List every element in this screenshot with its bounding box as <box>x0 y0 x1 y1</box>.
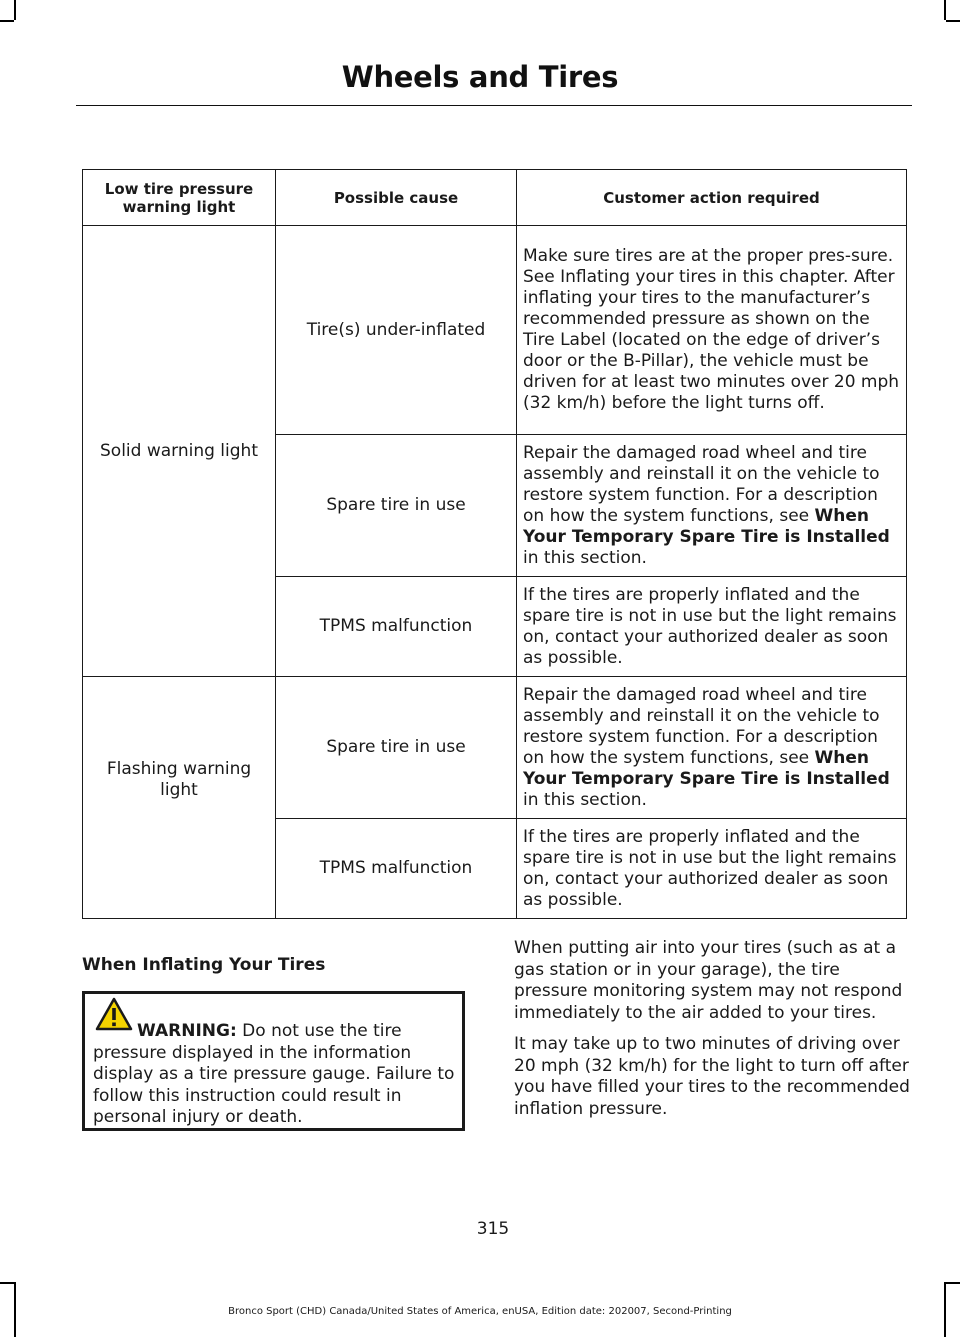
header-possible-cause: Possible cause <box>276 170 517 226</box>
table-row <box>83 677 907 819</box>
action-cell <box>517 677 907 819</box>
action-text: in this section. <box>523 547 647 568</box>
action-cell: If the tires are properly inflated and the spare tire is not in use but the light remains on, contact your authorized dealer as soon as possible. <box>517 577 907 677</box>
crop-mark-bottom-left-h <box>0 1282 14 1284</box>
cause-cell: TPMS malfunction <box>276 577 517 677</box>
paragraph: When putting air into your tires (such as at a gas station or in your garage), the tire pressure monitoring system may not respond immediately to the air added to your tires. <box>514 938 903 1023</box>
cause-cell: Spare tire in use <box>276 435 517 577</box>
page-title: Wheels and Tires <box>341 60 619 94</box>
crop-mark-top-left <box>14 0 16 20</box>
tpms-table <box>82 169 907 919</box>
action-cell: Make sure tires are at the proper pres-sure. See Inflating your tires in this chapter. After inflating your tires to the manufacturer’s recommended pressure as shown on the Tire Label (located on the edge of driver’s door or the B-Pillar), the vehicle must be driven for at least two minutes over 20 mph (32 km/h) before the light turns off. <box>517 226 907 435</box>
warning-body: Do not use the tire pressure displayed in the information display as a tire pressure gauge. Failure to follow this instruction could result in personal injury or death. <box>93 1021 455 1127</box>
action-text: in this section. <box>523 789 647 810</box>
solid-warning-light-cell: Solid warning light <box>83 226 276 677</box>
action-cell <box>517 435 907 577</box>
page-number: 315 <box>476 1219 510 1239</box>
right-column <box>514 938 910 1130</box>
crop-mark-top-right <box>944 0 946 20</box>
flashing-warning-light-cell: Flashing warning light <box>83 677 276 919</box>
table-row <box>83 226 907 435</box>
paragraph: It may take up to two minutes of driving over 20 mph (32 km/h) for the light to turn off after you have filled your tires to the recommended inflation pressure. <box>514 1034 910 1119</box>
warning-text <box>93 1021 463 1129</box>
cause-cell: Spare tire in use <box>276 677 517 819</box>
header-warning-light: Low tire pressure warning light <box>83 170 276 226</box>
crop-mark-top-right-h <box>946 20 960 22</box>
action-text: Repair the damaged road wheel and tire assembly and reinstall it on the vehicle to restore system function. For a description on how the system functions, see <box>523 684 880 768</box>
warning-label: WARNING: <box>137 1021 237 1041</box>
crop-mark-bottom-right-h <box>946 1282 960 1284</box>
section-heading: When Inflating Your Tires <box>82 955 326 975</box>
action-text: Repair the damaged road wheel and tire assembly and reinstall it on the vehicle to restore system function. For a description on how the system functions, see <box>523 442 880 526</box>
warning-box <box>82 991 465 1131</box>
cause-cell: TPMS malfunction <box>276 819 517 919</box>
cross-reference-link: When Your Temporary Spare Tire is Installed <box>523 505 890 547</box>
table-header-row <box>83 170 907 226</box>
title-divider <box>76 105 912 106</box>
crop-mark-top-left-h <box>0 20 14 22</box>
header-customer-action: Customer action required <box>517 170 907 226</box>
action-cell: If the tires are properly inflated and the spare tire is not in use but the light remains on, contact your authorized dealer as soon as possible. <box>517 819 907 919</box>
cross-reference-link: When Your Temporary Spare Tire is Installed <box>523 747 890 789</box>
cause-cell: Tire(s) under-inflated <box>276 226 517 435</box>
page-footer: Bronco Sport (CHD) Canada/United States of America, enUSA, Edition date: 202007, Second-Printing <box>228 1306 732 1317</box>
